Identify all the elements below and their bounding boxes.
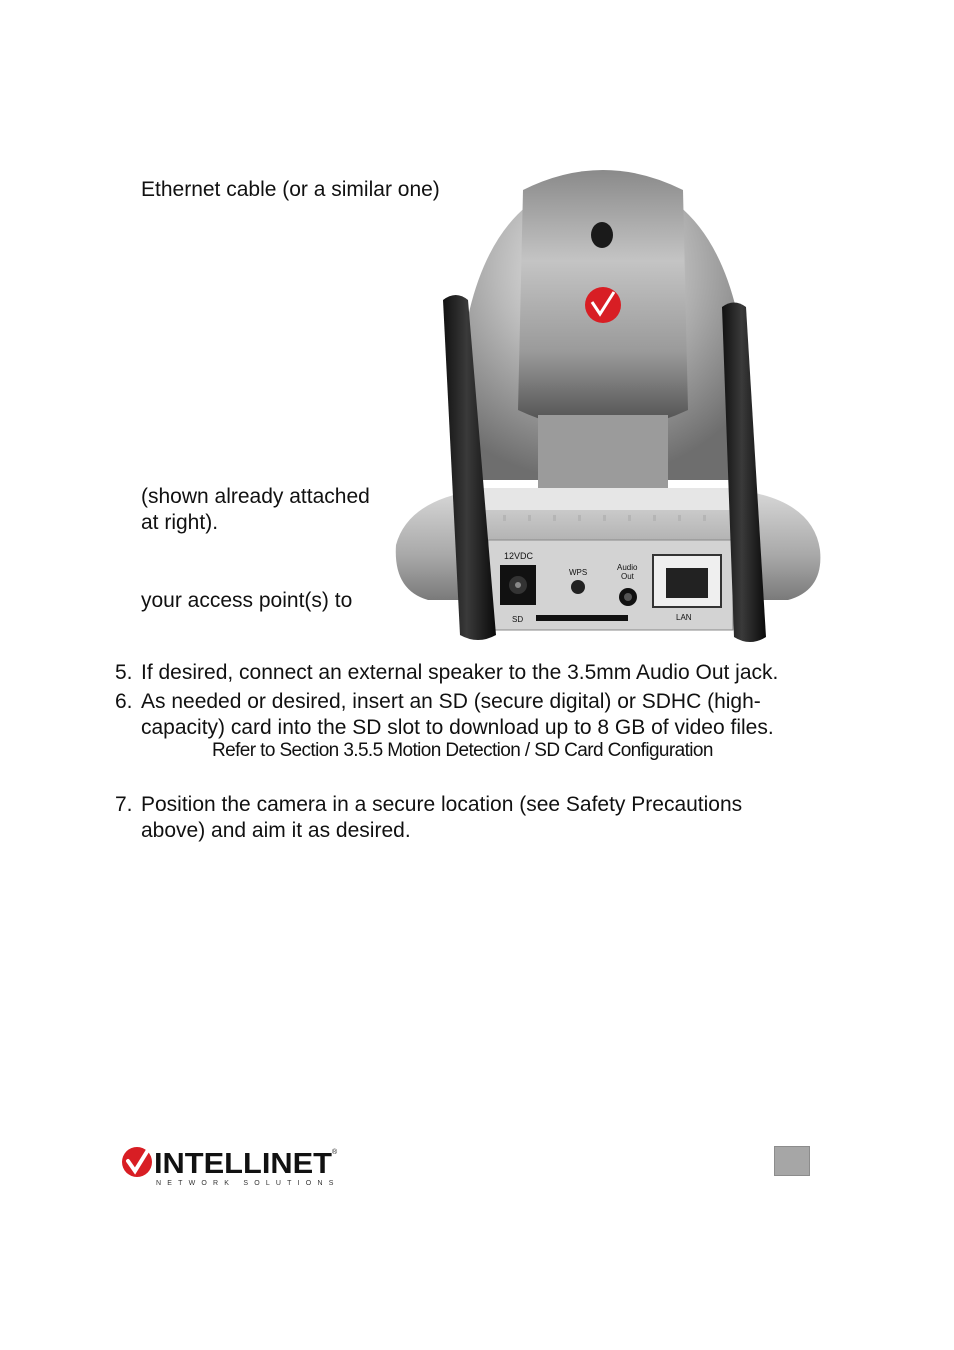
logo-tagline: NETWORK SOLUTIONS	[156, 1180, 340, 1187]
list-item-5	[115, 660, 778, 686]
list-text-line1: Position the camera in a secure location (see Safety Precautions	[141, 793, 743, 816]
ip-camera-rear-image	[388, 150, 828, 650]
section-reference-text: Refer to Section 3.5.5 Motion Detection / SD Card Configuration	[212, 740, 713, 761]
list-text: If desired, connect an external speaker to the 3.5mm Audio Out jack.	[141, 661, 779, 684]
list-text-line2: above) and aim it as desired.	[141, 819, 411, 842]
ethernet-cable-text: Ethernet cable (or a similar one)	[141, 178, 440, 201]
intellinet-logo	[120, 1142, 340, 1188]
list-number: 6.	[115, 690, 133, 713]
list-number: 7.	[115, 793, 133, 816]
list-item-6	[115, 689, 774, 741]
label-sd: SD	[512, 615, 524, 624]
label-12vdc: 12VDC	[504, 551, 534, 561]
label-lan: LAN	[676, 613, 692, 622]
logo-trademark: ®	[332, 1149, 338, 1156]
label-wps: WPS	[569, 568, 588, 577]
list-text-line2: capacity) card into the SD slot to download up to 8 GB of video files.	[141, 716, 774, 739]
logo-brand-text: INTELLINET	[154, 1148, 333, 1180]
list-item-7	[115, 792, 742, 844]
access-point-text: your access point(s) to	[141, 589, 353, 612]
shown-attached-text-line2: at right).	[141, 511, 219, 534]
list-number: 5.	[115, 661, 133, 684]
list-text-line1: As needed or desired, insert an SD (secure digital) or SDHC (high-	[141, 690, 761, 713]
shown-attached-text-line1: (shown already attached	[141, 485, 370, 508]
label-audio: Audio	[617, 563, 638, 572]
page-number-box	[774, 1146, 810, 1176]
label-out: Out	[621, 572, 634, 581]
